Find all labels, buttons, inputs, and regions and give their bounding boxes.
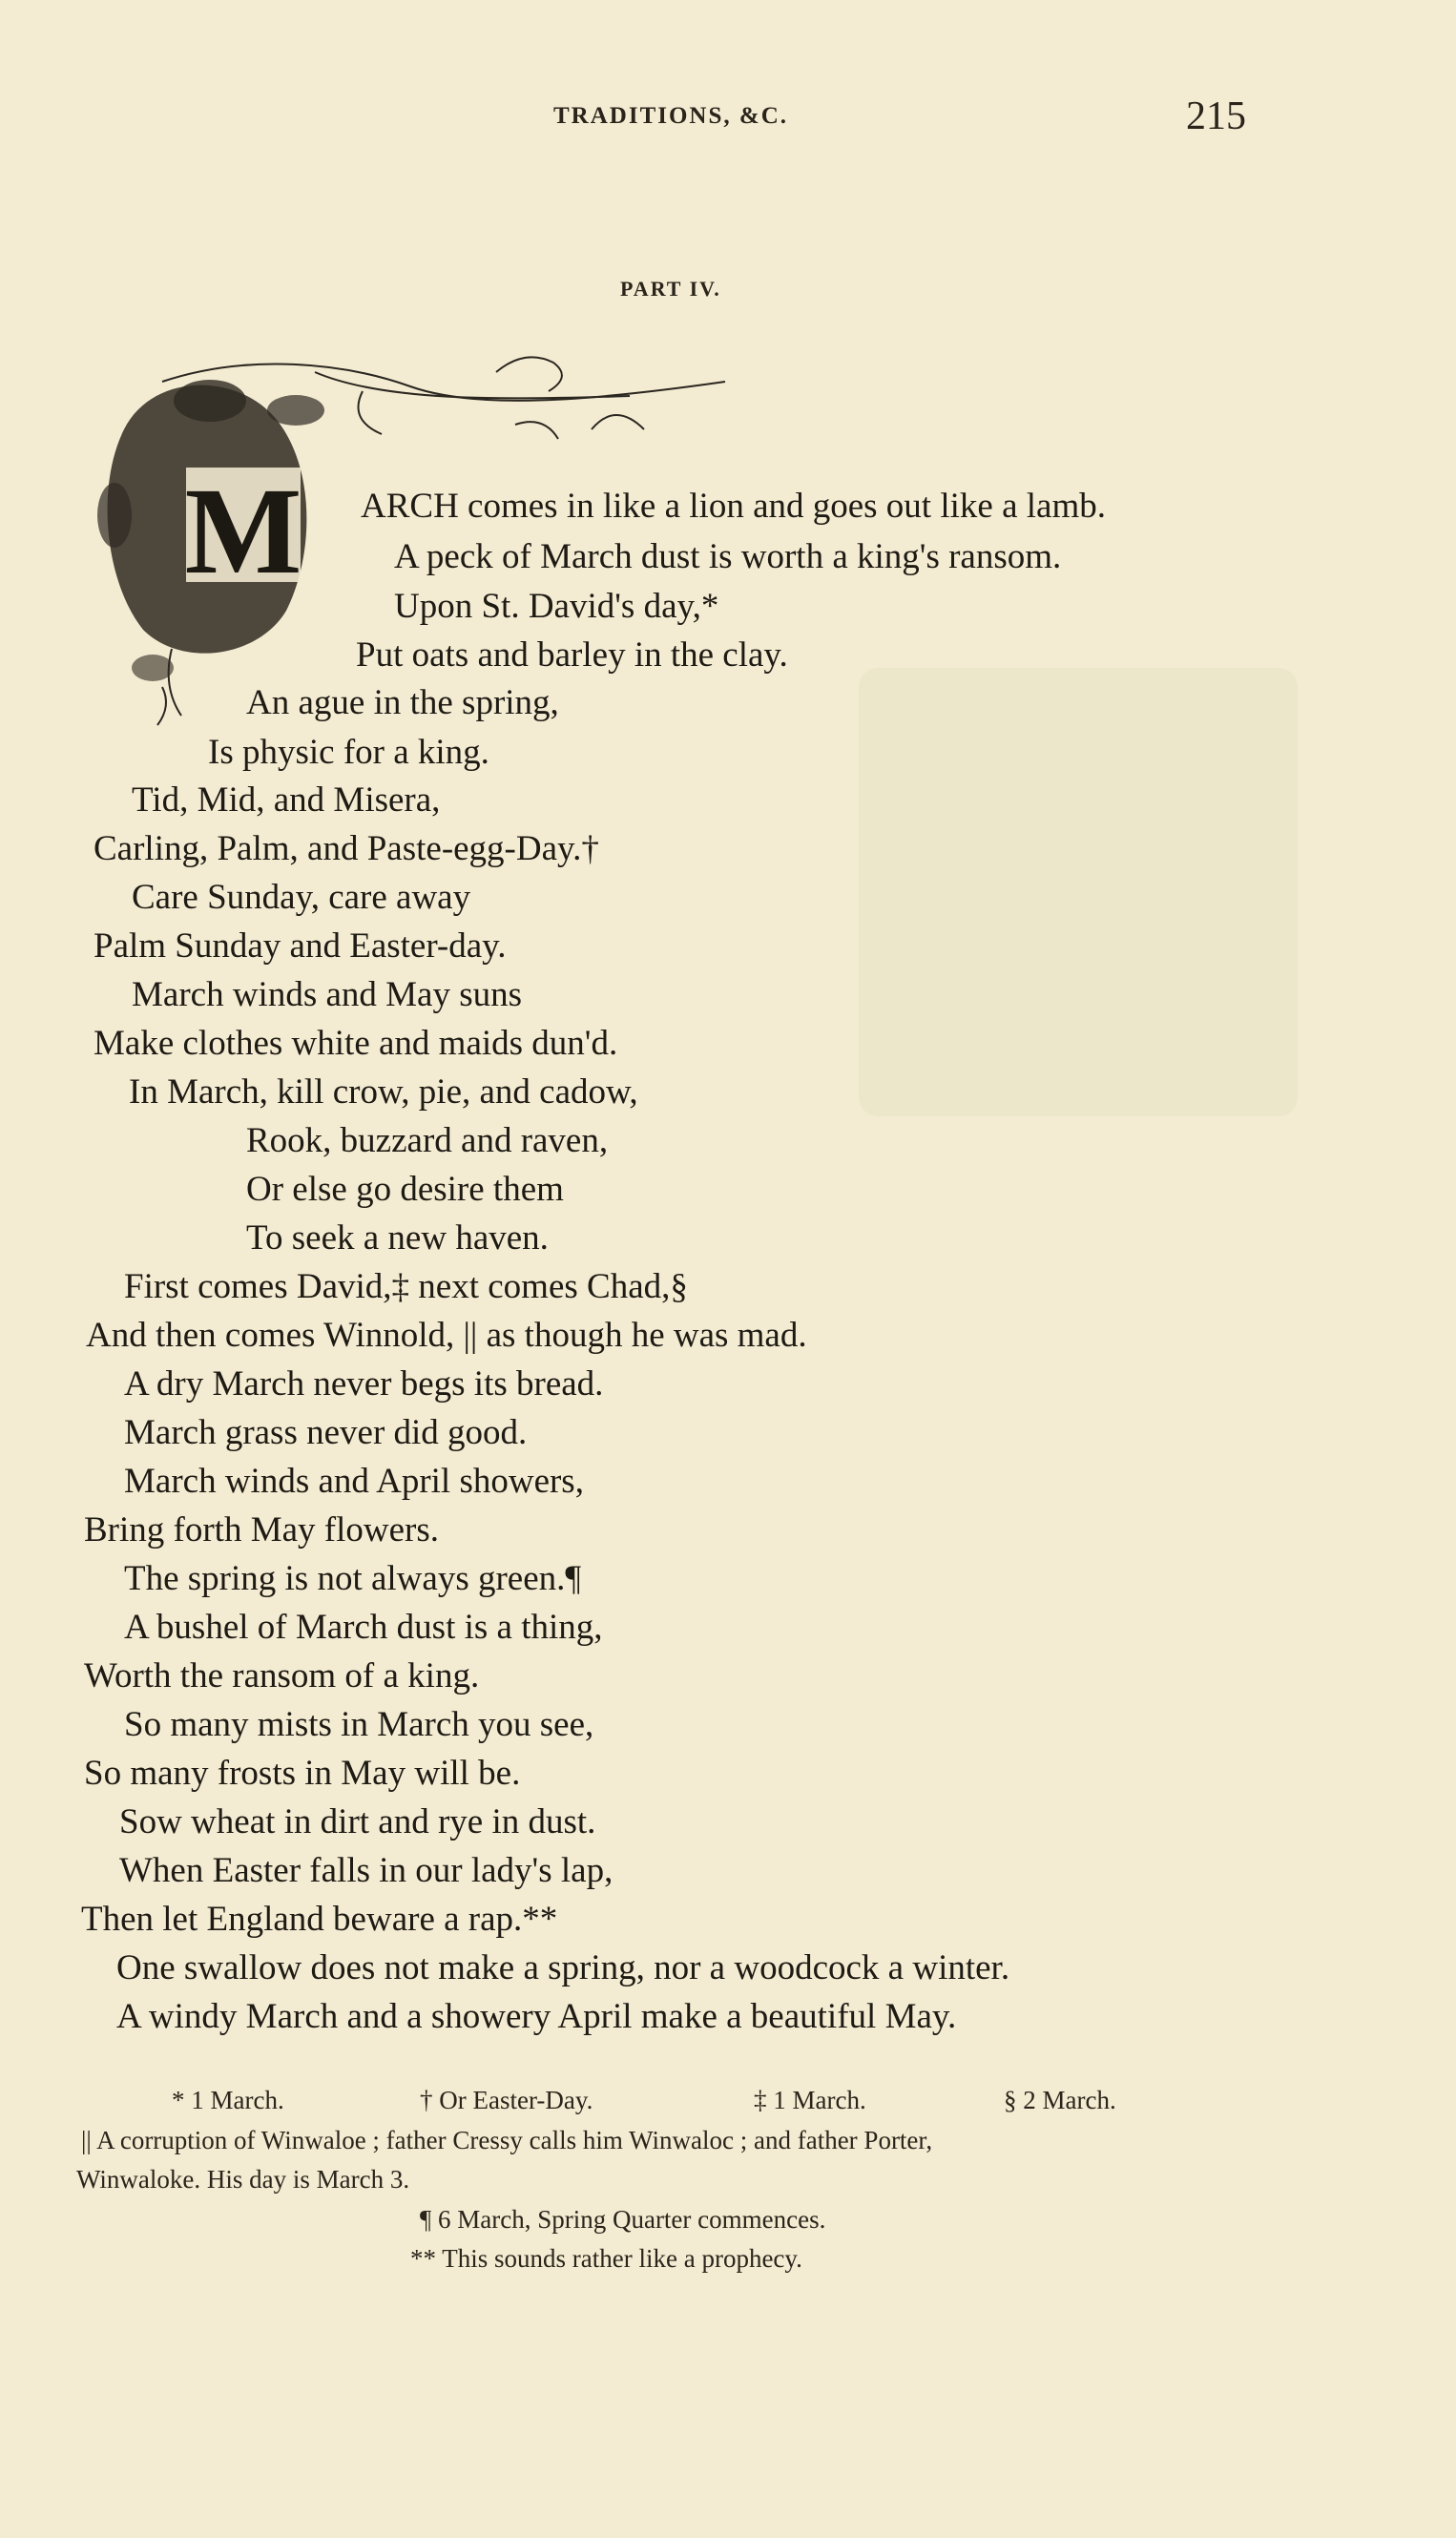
verse-line: Palm Sunday and Easter-day. xyxy=(94,926,507,966)
footnote: || A corruption of Winwaloe ; father Cressy calls him Winwaloc ; and father Porter, xyxy=(81,2126,933,2154)
vine-curl-right xyxy=(496,357,562,391)
verse-line: When Easter falls in our lady's lap, xyxy=(119,1851,614,1890)
verse-line: Carling, Palm, and Paste-egg-Day.† xyxy=(94,829,599,868)
verse-line: To seek a new haven. xyxy=(246,1218,549,1258)
footnote: ‡ 1 March. xyxy=(754,2086,866,2114)
verse-line: ARCH comes in like a lion and goes out like a lamb. xyxy=(361,487,1106,526)
running-title: TRADITIONS, &C. xyxy=(553,103,789,129)
verse-line: So many frosts in May will be. xyxy=(84,1754,521,1793)
verse-line: A windy March and a showery April make a beautiful May. xyxy=(116,1997,957,2036)
footnote: * 1 March. xyxy=(172,2086,284,2114)
verse-line: Care Sunday, care away xyxy=(132,878,471,917)
vine-tail-lower xyxy=(157,687,166,725)
verse-line: A dry March never begs its bread. xyxy=(124,1364,604,1404)
page-number: 215 xyxy=(1186,94,1246,138)
verse-line: Put oats and barley in the clay. xyxy=(356,635,788,675)
verse-line: March grass never did good. xyxy=(124,1413,528,1452)
leaf-blob-right xyxy=(267,395,324,426)
verse-line: March winds and April showers, xyxy=(124,1462,584,1501)
verse-line: Rook, buzzard and raven, xyxy=(246,1121,609,1160)
footnote: Winwaloke. His day is March 3. xyxy=(76,2165,410,2194)
verse-line: One swallow does not make a spring, nor a woodcock a winter. xyxy=(116,1948,1010,1987)
vine-stroke-top xyxy=(162,364,725,400)
footnote: ¶ 6 March, Spring Quarter commences. xyxy=(420,2205,826,2234)
footnote: § 2 March. xyxy=(1004,2086,1116,2114)
verse-line: March winds and May suns xyxy=(132,975,523,1014)
verse-line: And then comes Winnold, || as though he was mad. xyxy=(86,1316,807,1355)
verse-line: An ague in the spring, xyxy=(246,683,559,722)
verse-line: Tid, Mid, and Misera, xyxy=(132,780,441,820)
drop-cap-letter: M xyxy=(184,463,302,600)
verse-line: Worth the ransom of a king. xyxy=(84,1656,480,1695)
verse-line: Make clothes white and maids dun'd. xyxy=(94,1024,618,1063)
verse-line: So many mists in March you see, xyxy=(124,1705,594,1744)
leaf-blob-top xyxy=(174,380,246,422)
verse-line: A peck of March dust is worth a king's ransom. xyxy=(394,537,1062,576)
verse-line: Then let England beware a rap.** xyxy=(81,1900,558,1939)
verse-line: A bushel of March dust is a thing, xyxy=(124,1608,603,1647)
footnote: ** This sounds rather like a prophecy. xyxy=(410,2244,802,2273)
verse-line: Bring forth May flowers. xyxy=(84,1510,439,1550)
part-heading: PART IV. xyxy=(620,277,721,301)
verse-line: First comes David,‡ next comes Chad,§ xyxy=(124,1267,688,1306)
verse-line: Is physic for a king. xyxy=(208,733,489,772)
verse-line: Upon St. David's day,* xyxy=(394,587,719,626)
leaf-blob-left xyxy=(97,483,132,548)
leaf-right xyxy=(592,415,644,429)
footnote: † Or Easter-Day. xyxy=(420,2086,593,2114)
verse-line: In March, kill crow, pie, and cadow, xyxy=(129,1072,638,1112)
verse-line: The spring is not always green.¶ xyxy=(124,1559,582,1598)
vine-tail-left xyxy=(169,649,181,716)
leaf-blob-bottom xyxy=(132,655,174,681)
verse-line: Sow wheat in dirt and rye in dust. xyxy=(119,1802,596,1841)
verse-line: Or else go desire them xyxy=(246,1170,564,1209)
vine-curl-left xyxy=(359,391,383,434)
leaf-mid xyxy=(515,422,558,439)
